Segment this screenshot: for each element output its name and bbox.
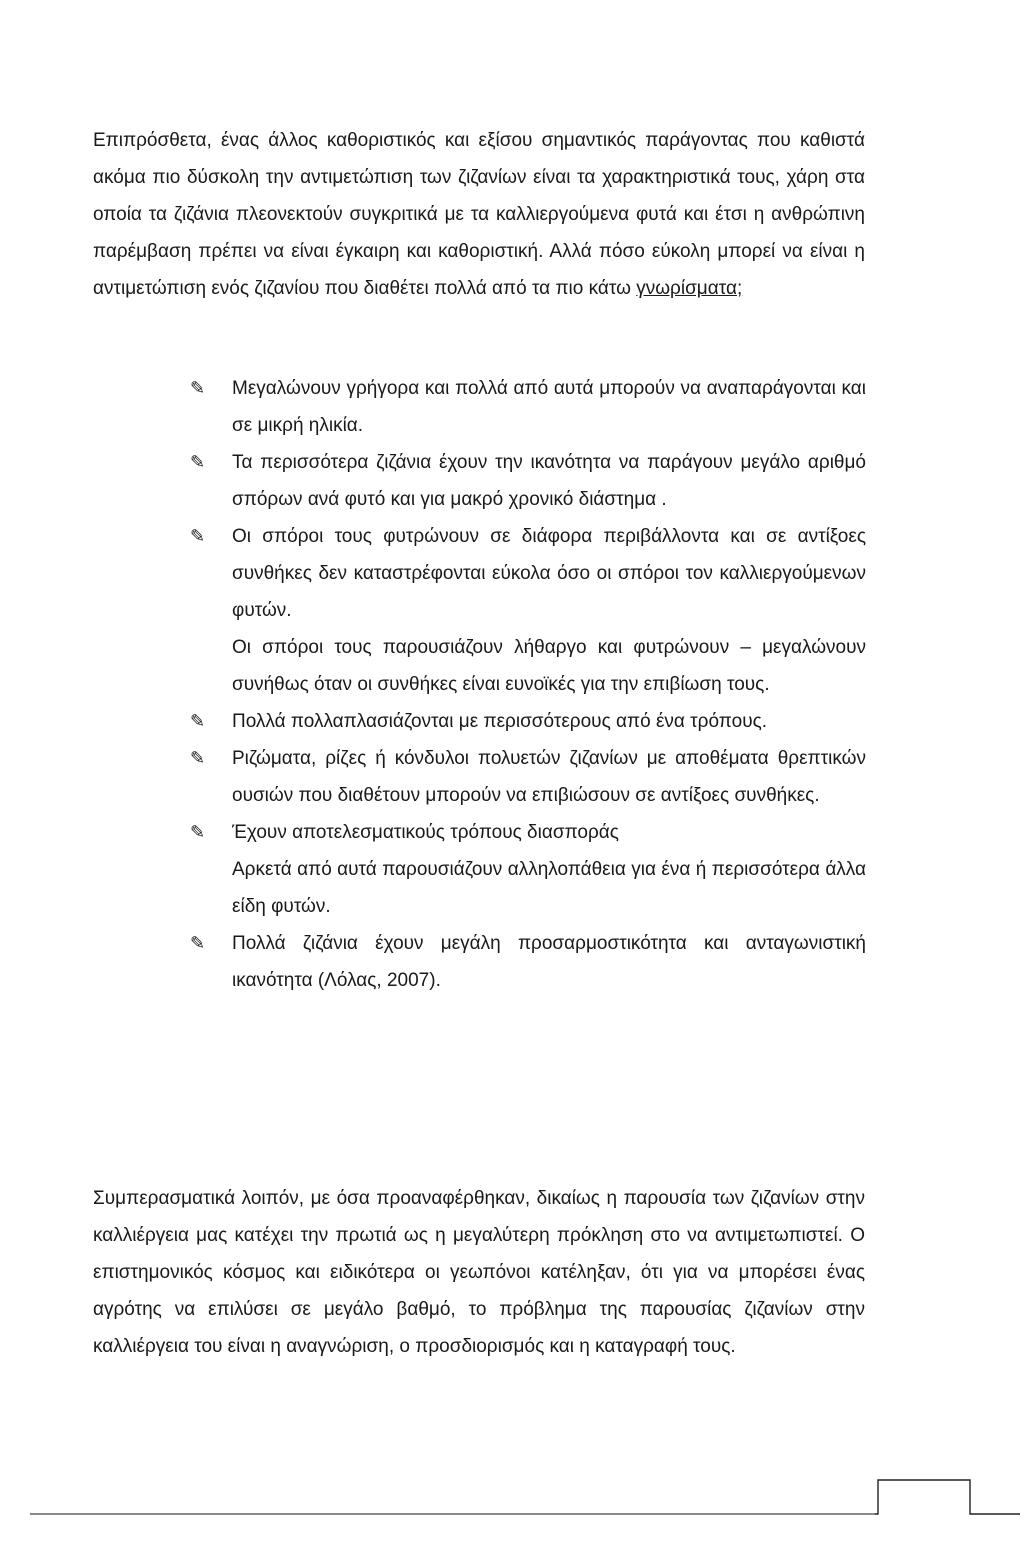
- list-item: [190, 444, 866, 518]
- footer-rule: [30, 1478, 1020, 1518]
- pen-bullet-icon: ✎: [190, 822, 206, 843]
- list-item: [190, 814, 866, 851]
- list-item: [190, 740, 866, 814]
- list-item: [190, 851, 866, 925]
- pen-bullet-icon: ✎: [190, 452, 206, 473]
- characteristics-list: [190, 370, 866, 999]
- list-item-text: Πολλά πολλαπλασιάζονται με περισσότερους από ένα τρόπους.: [232, 711, 768, 732]
- list-item: [190, 370, 866, 444]
- list-item-text: Έχουν αποτελεσματικούς τρόπους διασποράς: [232, 822, 619, 843]
- list-item: [190, 518, 866, 629]
- pen-bullet-icon: ✎: [190, 378, 206, 399]
- list-item-text: Πολλά ζιζάνια έχουν μεγάλη προσαρμοστικότητα και ανταγωνιστική ικανότητα (Λόλας, 2007).: [232, 933, 866, 991]
- list-item-text: Οι σπόροι τους παρουσιάζουν λήθαργο και φυτρώνουν – μεγαλώνουν συνήθως όταν οι συνθήκες είναι ευνοϊκές για την επιβίωση τους.: [232, 637, 866, 695]
- pen-bullet-icon: ✎: [190, 933, 206, 954]
- intro-text: Επιπρόσθετα, ένας άλλος καθοριστικός και εξίσου σημαντικός παράγοντας που καθιστά ακόμα πιο δύσκολη την αντιμετώπιση των ζιζανίων είναι τα χαρακτηριστικά τους, χάρη στα οποία τα ζιζάνια πλεονεκτούν συγκριτικά με τα καλλιεργούμενα φυτά και έτσι η ανθρώπινη παρέμβαση πρέπει να είναι έγκαιρη και καθοριστική. Αλλά πόσο εύκολη μπορεί να είναι η αντιμετώπιση ενός ζιζανίου που διαθέτει πολλά από τα πιο κάτω: [93, 130, 865, 299]
- intro-underlined-word: γνωρίσματα;: [636, 278, 743, 299]
- list-item: [190, 925, 866, 999]
- pen-bullet-icon: ✎: [190, 711, 206, 732]
- pen-bullet-icon: ✎: [190, 748, 206, 769]
- list-item-text: Μεγαλώνουν γρήγορα και πολλά από αυτά μπορούν να αναπαράγονται και σε μικρή ηλικία.: [232, 378, 866, 436]
- pen-bullet-icon: ✎: [190, 526, 206, 547]
- intro-paragraph: [93, 122, 865, 307]
- list-item-text: Ριζώματα, ρίζες ή κόνδυλοι πολυετών ζιζανίων με αποθέματα θρεπτικών ουσιών που διαθέτουν μπορούν να επιβιώσουν σε αντίξοες συνθήκες.: [232, 748, 866, 806]
- list-item-text: Οι σπόροι τους φυτρώνουν σε διάφορα περιβάλλοντα και σε αντίξοες συνθήκες δεν καταστρέφονται εύκολα όσο οι σπόροι τον καλλιεργούμενων φυτών.: [232, 526, 866, 621]
- list-item-text: Τα περισσότερα ζιζάνια έχουν την ικανότητα να παράγουν μεγάλο αριθμό σπόρων ανά φυτό και για μακρό χρονικό διάστημα .: [232, 452, 866, 510]
- conclusion-paragraph: Συμπερασματικά λοιπόν, με όσα προαναφέρθηκαν, δικαίως η παρουσία των ζιζανίων στην καλλιέργεια μας κατέχει την πρωτιά ως η μεγαλύτερη πρόκληση στο να αντιμετωπιστεί. Ο επιστημονικός κόσμος και ειδικότερα οι γεωπόνοι κατέληξαν, ότι για να μπορέσει ένας αγρότης να επιλύσει σε μεγάλο βαθμό, το πρόβλημα της παρουσίας ζιζανίων στην καλλιέργεια του είναι η αναγνώριση, ο προσδιορισμός και η καταγραφή τους.: [93, 1188, 865, 1357]
- list-item: [190, 703, 866, 740]
- list-item: [190, 629, 866, 703]
- list-item-text: Αρκετά από αυτά παρουσιάζουν αλληλοπάθεια για ένα ή περισσότερα άλλα είδη φυτών.: [232, 859, 866, 917]
